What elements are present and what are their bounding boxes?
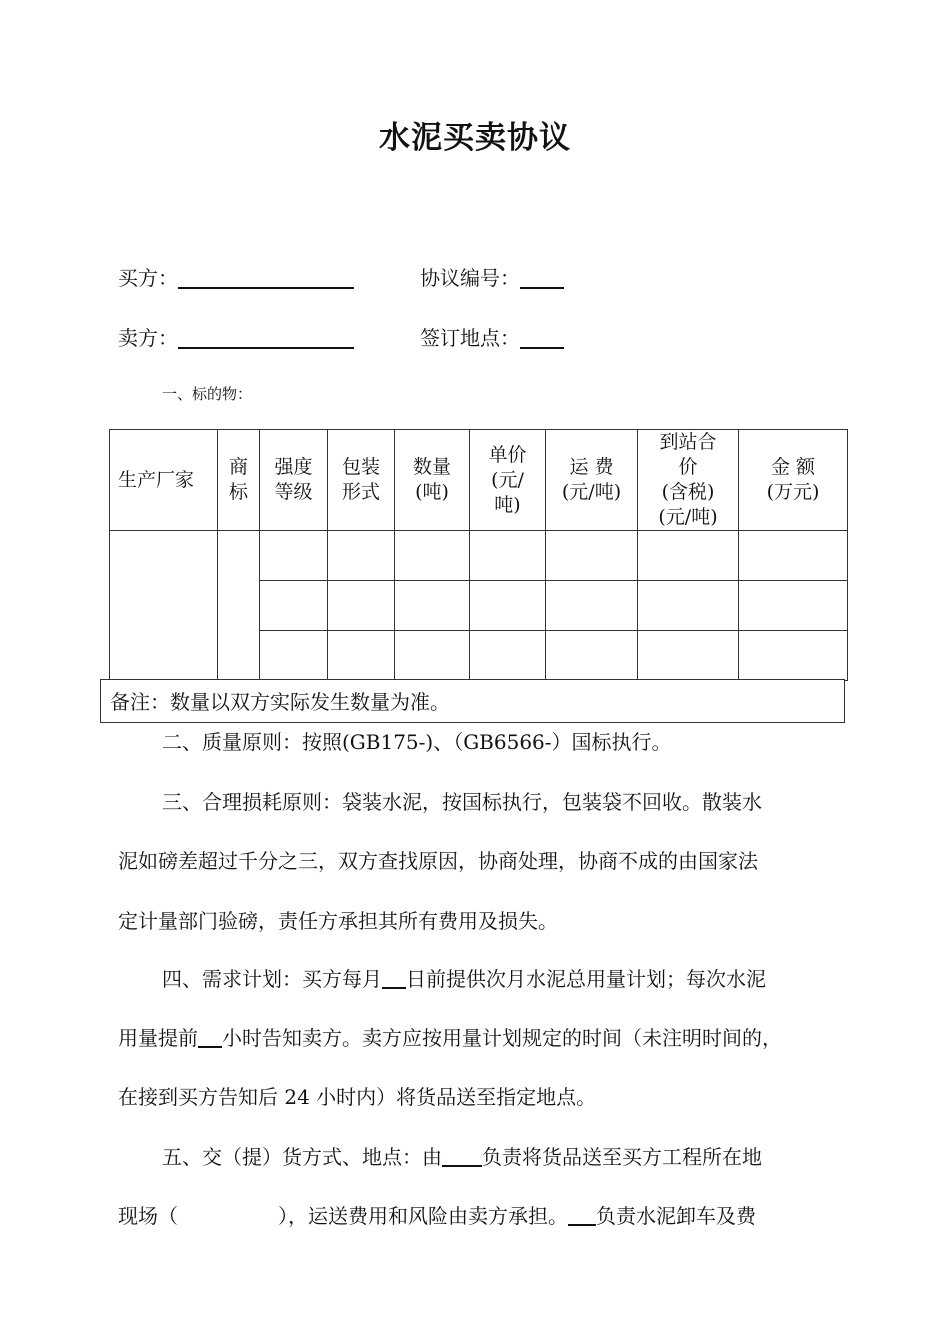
- seller-label: 卖方：: [118, 326, 178, 350]
- table-cell[interactable]: [739, 531, 848, 581]
- day-blank[interactable]: [382, 969, 406, 989]
- table-cell[interactable]: [470, 631, 546, 681]
- delivery-text: 现场（: [118, 1204, 178, 1228]
- table-cell[interactable]: [638, 581, 739, 631]
- agreement-no-field: [420, 262, 564, 291]
- loss-principle-line-1: 三、合理损耗原则：袋装水泥，按国标执行，包装袋不回收。散装水: [162, 790, 762, 814]
- table-cell[interactable]: [546, 531, 638, 581]
- header-unit-price: 单价 (元/ 吨): [470, 430, 546, 531]
- demand-plan-text: 日前提供次月水泥总用量计划；每次水泥: [406, 967, 766, 991]
- header-manufacturer: 生产厂家: [110, 430, 218, 531]
- delivery-text: 五、交（提）货方式、地点：由: [162, 1145, 442, 1169]
- buyer-blank[interactable]: [178, 267, 354, 289]
- agreement-no-label: 协议编号：: [420, 266, 520, 290]
- section1-title: 一、标的物：: [162, 385, 253, 403]
- responsible-party-blank[interactable]: [442, 1147, 482, 1167]
- loss-principle-line-3: 定计量部门验磅，责任方承担其所有费用及损失。: [118, 909, 558, 933]
- demand-plan-line-1: [162, 963, 892, 992]
- delivery-text: 负责将货品送至买方工程所在地: [482, 1145, 762, 1169]
- header-strength-grade: 强度 等级: [260, 430, 328, 531]
- agreement-no-blank[interactable]: [520, 267, 564, 289]
- table-cell[interactable]: [110, 531, 218, 681]
- header-amount: 金 额 (万元): [739, 430, 848, 531]
- table-cell[interactable]: [395, 531, 470, 581]
- demand-plan-text: 用量提前: [118, 1026, 198, 1050]
- demand-plan-line-3: 在接到买方告知后 24 小时内）将货品送至指定地点。: [118, 1085, 597, 1109]
- signing-place-field: [420, 322, 564, 351]
- table-cell[interactable]: [470, 581, 546, 631]
- table-cell[interactable]: [739, 581, 848, 631]
- table-cell[interactable]: [470, 531, 546, 581]
- table-cell[interactable]: [218, 531, 260, 681]
- signing-place-label: 签订地点：: [420, 326, 520, 350]
- table-note: 备注：数量以双方实际发生数量为准。: [100, 679, 845, 723]
- table-cell[interactable]: [328, 531, 395, 581]
- header-brand: 商 标: [218, 430, 260, 531]
- demand-plan-text: 四、需求计划：买方每月: [162, 967, 382, 991]
- header-station-price: 到站合 价 (含税) (元/吨): [638, 430, 739, 531]
- quality-principle: 二、质量原则：按照(GB175-)、（GB6566-）国标执行。: [162, 730, 672, 754]
- table-cell[interactable]: [638, 631, 739, 681]
- goods-table: [109, 429, 848, 681]
- table-cell[interactable]: [328, 581, 395, 631]
- signing-place-blank[interactable]: [520, 327, 564, 349]
- table-cell[interactable]: [395, 581, 470, 631]
- table-row: [110, 531, 848, 581]
- delivery-text: ），运送费用和风险由卖方承担。: [278, 1204, 568, 1228]
- buyer-field: [118, 262, 354, 291]
- table-cell[interactable]: [260, 631, 328, 681]
- hours-blank[interactable]: [198, 1028, 222, 1048]
- document-title: 水泥买卖协议: [379, 120, 571, 156]
- table-cell[interactable]: [739, 631, 848, 681]
- table-header-row: [110, 430, 848, 531]
- header-freight: 运 费 (元/吨): [546, 430, 638, 531]
- seller-blank[interactable]: [178, 327, 354, 349]
- delivery-line-1: [162, 1141, 892, 1170]
- table-cell[interactable]: [546, 581, 638, 631]
- delivery-line-2: [118, 1200, 848, 1229]
- delivery-text: 负责水泥卸车及费: [596, 1204, 756, 1228]
- table-cell[interactable]: [260, 531, 328, 581]
- table-cell[interactable]: [395, 631, 470, 681]
- table-cell[interactable]: [328, 631, 395, 681]
- buyer-label: 买方：: [118, 266, 178, 290]
- header-packaging: 包装 形式: [328, 430, 395, 531]
- demand-plan-text: 小时告知卖方。卖方应按用量计划规定的时间（未注明时间的，: [222, 1026, 782, 1050]
- unloading-party-blank[interactable]: [568, 1206, 596, 1226]
- demand-plan-line-2: [118, 1022, 848, 1051]
- table-cell[interactable]: [638, 531, 739, 581]
- table-cell[interactable]: [260, 581, 328, 631]
- table-cell[interactable]: [546, 631, 638, 681]
- loss-principle-line-2: 泥如磅差超过千分之三，双方查找原因，协商处理，协商不成的由国家法: [118, 849, 758, 873]
- seller-field: [118, 322, 354, 351]
- header-quantity: 数量 (吨): [395, 430, 470, 531]
